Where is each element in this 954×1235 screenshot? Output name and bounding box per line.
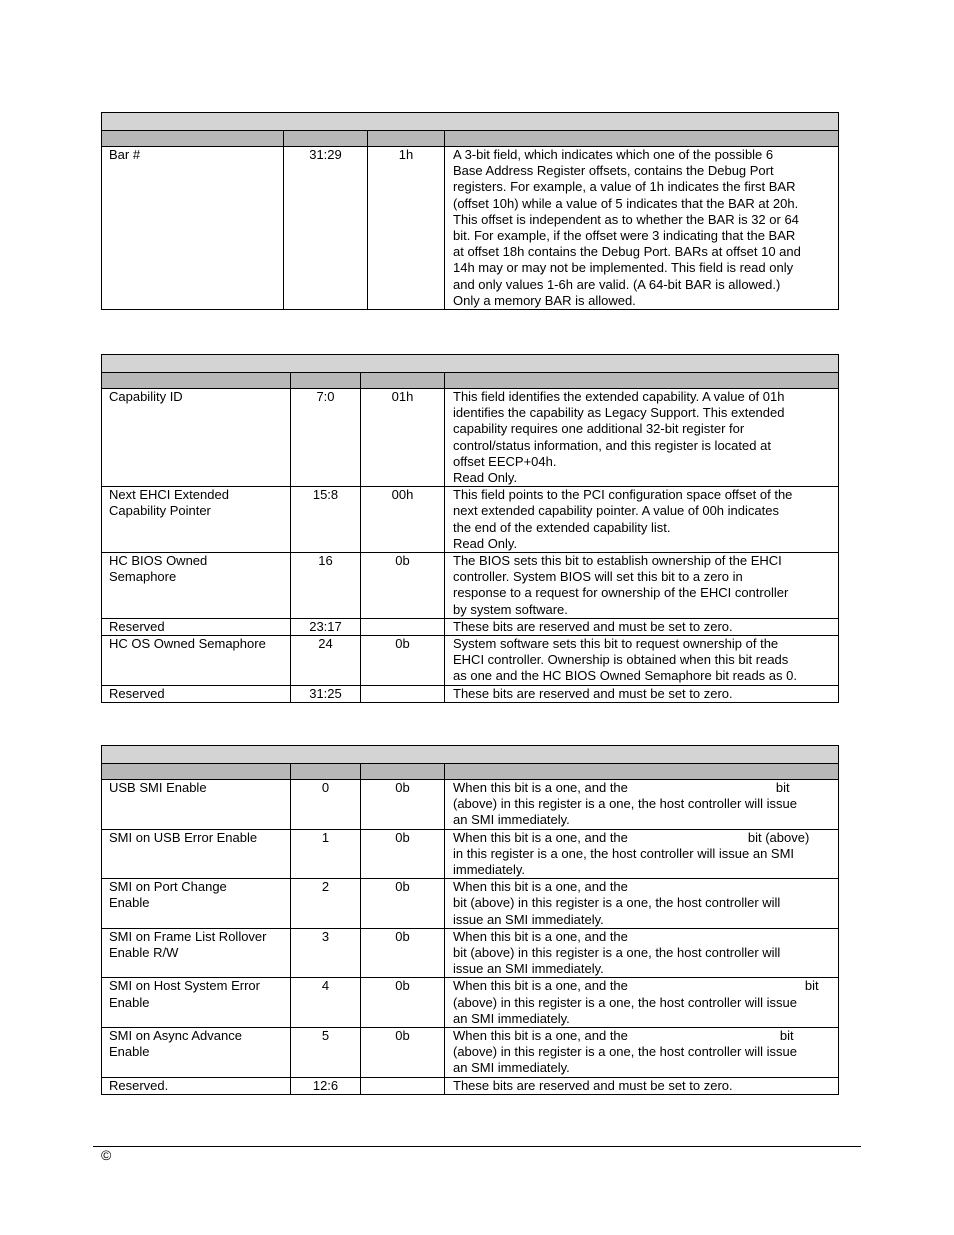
table-row — [102, 487, 839, 553]
legacy-support-table — [101, 354, 839, 703]
description-cell: When this bit is a one, and the bit (above) in this register is a one, the host controller will issue an SMI immediately. — [445, 780, 839, 830]
default-cell: 0b — [361, 636, 445, 686]
table-title-band — [102, 355, 839, 373]
table-row — [102, 879, 839, 929]
bits-cell: 15:8 — [291, 487, 361, 553]
description-cell: These bits are reserved and must be set to zero. — [445, 1077, 839, 1094]
description-cell: A 3-bit field, which indicates which one of the possible 6 Base Address Register offsets, contains the Debug Port registers. For example, a value of 1h indicates the first BAR (offset 10h) while a value of 5 indicates that the BAR at 20h. This offset is independent as to whether the BAR is 32 or 64 bit. For example, if the offset were 3 indicating that the BAR at offset 18h contains the Debug Port. BARs at offset 10 and 14h may or may not be implemented. This field is read only and only values 1-6h are valid. (A 64-bit BAR is allowed.) Only a memory BAR is allowed. — [445, 147, 839, 310]
copyright-symbol: © — [101, 1147, 112, 1163]
bits-cell: 12:6 — [291, 1077, 361, 1094]
table-header-row — [102, 373, 839, 389]
bits-cell: 31:25 — [291, 685, 361, 702]
table-row — [102, 780, 839, 830]
field-cell: SMI on Host System Error Enable — [102, 978, 291, 1028]
description-cell: These bits are reserved and must be set to zero. — [445, 618, 839, 635]
field-cell: Capability ID — [102, 389, 291, 487]
default-cell: 0b — [361, 780, 445, 830]
bits-cell: 3 — [291, 928, 361, 978]
default-cell: 0b — [361, 928, 445, 978]
debug-port-table — [101, 112, 839, 310]
bits-cell: 24 — [291, 636, 361, 686]
table-row — [102, 618, 839, 635]
default-cell: 0b — [361, 1028, 445, 1078]
field-cell: SMI on Async Advance Enable — [102, 1028, 291, 1078]
default-cell: 01h — [361, 389, 445, 487]
default-cell: 0b — [361, 978, 445, 1028]
table-header-row — [102, 764, 839, 780]
default-cell: 0b — [361, 879, 445, 929]
bits-cell: 23:17 — [291, 618, 361, 635]
bits-cell: 31:29 — [284, 147, 368, 310]
bits-cell: 4 — [291, 978, 361, 1028]
default-cell: 1h — [368, 147, 445, 310]
default-cell — [361, 1077, 445, 1094]
table-row — [102, 928, 839, 978]
bits-cell: 16 — [291, 553, 361, 619]
field-cell: Next EHCI Extended Capability Pointer — [102, 487, 291, 553]
table-row — [102, 829, 839, 879]
description-cell: This field identifies the extended capability. A value of 01h identifies the capability as Legacy Support. This extended capability requires one additional 32-bit register for control/status information, and this register is located at offset EECP+04h. Read Only. — [445, 389, 839, 487]
table-row — [102, 1077, 839, 1094]
field-cell: SMI on Frame List Rollover Enable R/W — [102, 928, 291, 978]
default-cell: 00h — [361, 487, 445, 553]
table-title-band — [102, 113, 839, 131]
table-row — [102, 1028, 839, 1078]
field-cell: SMI on USB Error Enable — [102, 829, 291, 879]
field-cell: Reserved. — [102, 1077, 291, 1094]
field-cell: HC BIOS Owned Semaphore — [102, 553, 291, 619]
field-cell: SMI on Port Change Enable — [102, 879, 291, 929]
description-cell: When this bit is a one, and the bit (above) in this register is a one, the host controller will issue an SMI immediately. — [445, 879, 839, 929]
table-row — [102, 147, 839, 310]
bits-cell: 0 — [291, 780, 361, 830]
default-cell: 0b — [361, 829, 445, 879]
default-cell — [361, 685, 445, 702]
field-cell: USB SMI Enable — [102, 780, 291, 830]
bits-cell: 1 — [291, 829, 361, 879]
description-cell: These bits are reserved and must be set to zero. — [445, 685, 839, 702]
description-cell: When this bit is a one, and the bit (above) in this register is a one, the host controller will issue an SMI immediately. — [445, 928, 839, 978]
description-cell: This field points to the PCI configuration space offset of the next extended capability pointer. A value of 00h indicates the end of the extended capability list. Read Only. — [445, 487, 839, 553]
bits-cell: 5 — [291, 1028, 361, 1078]
footer-divider — [93, 1146, 861, 1147]
field-cell: Bar # — [102, 147, 284, 310]
table-row — [102, 685, 839, 702]
description-cell: System software sets this bit to request ownership of the EHCI controller. Ownership is obtained when this bit reads as one and the HC BIOS Owned Semaphore bit reads as 0. — [445, 636, 839, 686]
table-title-band — [102, 746, 839, 764]
table-row — [102, 636, 839, 686]
field-cell: Reserved — [102, 685, 291, 702]
bits-cell: 7:0 — [291, 389, 361, 487]
field-cell: HC OS Owned Semaphore — [102, 636, 291, 686]
table-row — [102, 553, 839, 619]
smi-control-table — [101, 745, 839, 1095]
default-cell — [361, 618, 445, 635]
description-cell: When this bit is a one, and the bit (above) in this register is a one, the host controller will issue an SMI immediately. — [445, 829, 839, 879]
table-row — [102, 389, 839, 487]
description-cell: When this bit is a one, and the bit (above) in this register is a one, the host controller will issue an SMI immediately. — [445, 1028, 839, 1078]
bits-cell: 2 — [291, 879, 361, 929]
description-cell: When this bit is a one, and the bit (above) in this register is a one, the host controller will issue an SMI immediately. — [445, 978, 839, 1028]
table-row — [102, 978, 839, 1028]
description-cell: The BIOS sets this bit to establish ownership of the EHCI controller. System BIOS will set this bit to a zero in response to a request for ownership of the EHCI controller by system software. — [445, 553, 839, 619]
default-cell: 0b — [361, 553, 445, 619]
table-header-row — [102, 131, 839, 147]
field-cell: Reserved — [102, 618, 291, 635]
